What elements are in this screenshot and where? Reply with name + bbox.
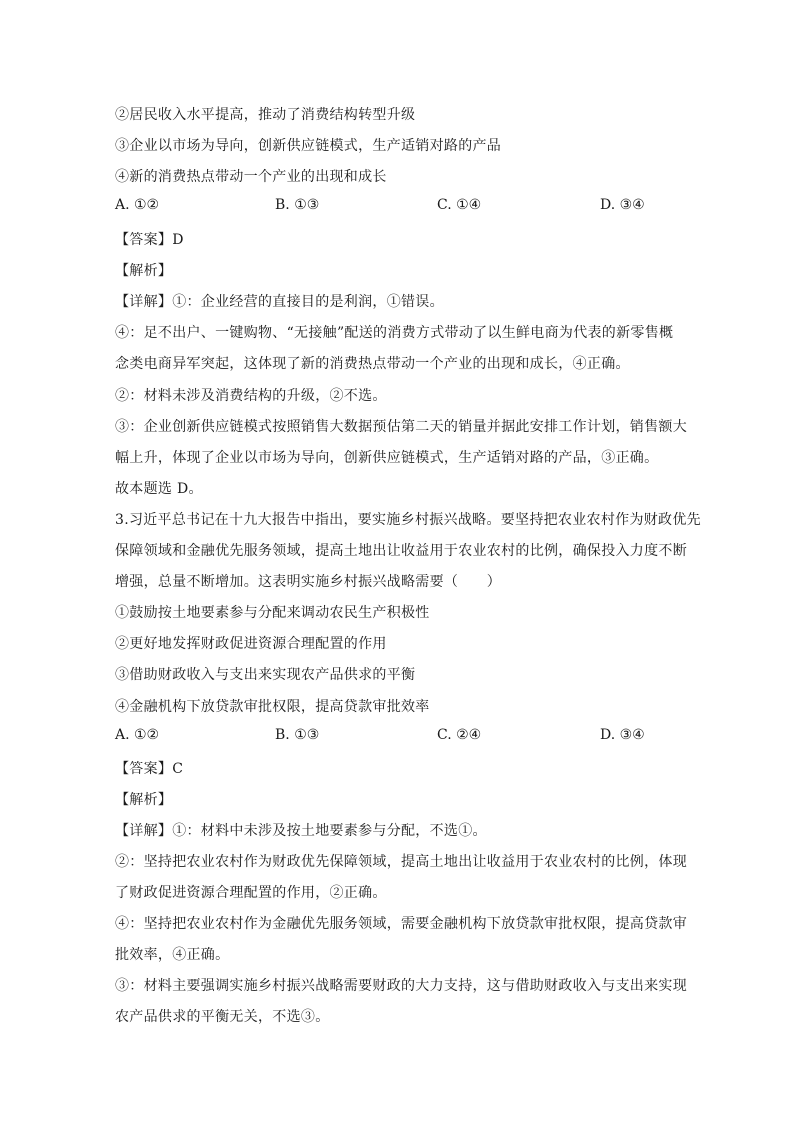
q3-detail-line: 了财政促进资源合理配置的作用，②正确。 bbox=[115, 885, 387, 901]
q3-detail-line: 【详解】①：材料中未涉及按土地要素参与分配，不选①。 bbox=[115, 823, 487, 839]
q3-analysis-label: 【解析】 bbox=[115, 792, 173, 808]
q2-option-4: ④新的消费热点带动一个产业的出现和成长 bbox=[115, 169, 387, 185]
q3-option-4: ④金融机构下放贷款审批权限，提高贷款审批效率 bbox=[115, 699, 430, 715]
q2-option-2: ②居民收入水平提高，推动了消费结构转型升级 bbox=[115, 107, 416, 123]
q3-detail-line: 批效率，④正确。 bbox=[115, 947, 230, 963]
q2-detail-line: 【详解】①：企业经营的直接目的是利润，①错误。 bbox=[115, 294, 444, 310]
q3-stem-line: 3.习近平总书记在十九大报告中指出，要实施乡村振兴战略。要坚持把农业农村作为财政优先 bbox=[115, 512, 701, 528]
q3-choice-a: A. ①② bbox=[115, 727, 160, 743]
q2-choice-b: B. ①③ bbox=[275, 197, 320, 213]
q3-detail-line: ④：坚持把农业农村作为金融优先服务领域，需要金融机构下放贷款审批权限，提高贷款审 bbox=[115, 916, 687, 932]
q2-detail-line: 念类电商异军突起，这体现了新的消费热点带动一个产业的出现和成长，④正确。 bbox=[115, 356, 630, 372]
q2-conclusion: 故本题选 D。 bbox=[115, 481, 203, 497]
q3-detail-line: 农产品供求的平衡无关，不选③。 bbox=[115, 1009, 330, 1025]
q3-option-3: ③借助财政收入与支出来实现农产品供求的平衡 bbox=[115, 667, 416, 683]
q3-choices bbox=[115, 727, 675, 747]
q2-detail-line: ④：足不出户、一键购物、“无接触”配送的消费方式带动了以生鲜电商为代表的新零售概 bbox=[115, 325, 674, 341]
q3-detail-line: ③：材料主要强调实施乡村振兴战略需要财政的大力支持，这与借助财政收入与支出来实现 bbox=[115, 978, 687, 994]
q3-stem-line: 保障领域和金融优先服务领域，提高土地出让收益用于农业农村的比例，确保投入力度不断 bbox=[115, 543, 687, 559]
q2-choices bbox=[115, 197, 675, 217]
q3-stem-line: 增强，总量不断增加。这表明实施乡村振兴战略需要（ ） bbox=[115, 574, 502, 590]
q2-option-3: ③企业以市场为导向，创新供应链模式，生产适销对路的产品 bbox=[115, 138, 502, 154]
q2-choice-d: D. ③④ bbox=[600, 197, 645, 213]
q2-choice-a: A. ①② bbox=[115, 197, 160, 213]
q2-analysis-label: 【解析】 bbox=[115, 263, 173, 279]
q2-detail-line: ②：材料未涉及消费结构的升级，②不选。 bbox=[115, 388, 387, 404]
q2-detail-line: 幅上升，体现了企业以市场为导向，创新供应链模式，生产适销对路的产品，③正确。 bbox=[115, 450, 659, 466]
q3-choice-b: B. ①③ bbox=[275, 727, 320, 743]
q3-choice-d: D. ③④ bbox=[600, 727, 645, 743]
q2-choice-c: C. ①④ bbox=[437, 197, 482, 213]
q3-option-2: ②更好地发挥财政促进资源合理配置的作用 bbox=[115, 636, 387, 652]
q3-choice-c: C. ②④ bbox=[437, 727, 482, 743]
q2-detail-line: ③：企业创新供应链模式按照销售大数据预估第二天的销量并据此安排工作计划，销售额大 bbox=[115, 419, 687, 435]
q3-detail-line: ②：坚持把农业农村作为财政优先保障领域，提高土地出让收益用于农业农村的比例，体现 bbox=[115, 854, 687, 870]
q3-option-1: ①鼓励按土地要素参与分配来调动农民生产积极性 bbox=[115, 605, 430, 621]
q3-answer: 【答案】C bbox=[115, 761, 184, 777]
q2-answer: 【答案】D bbox=[115, 232, 184, 248]
